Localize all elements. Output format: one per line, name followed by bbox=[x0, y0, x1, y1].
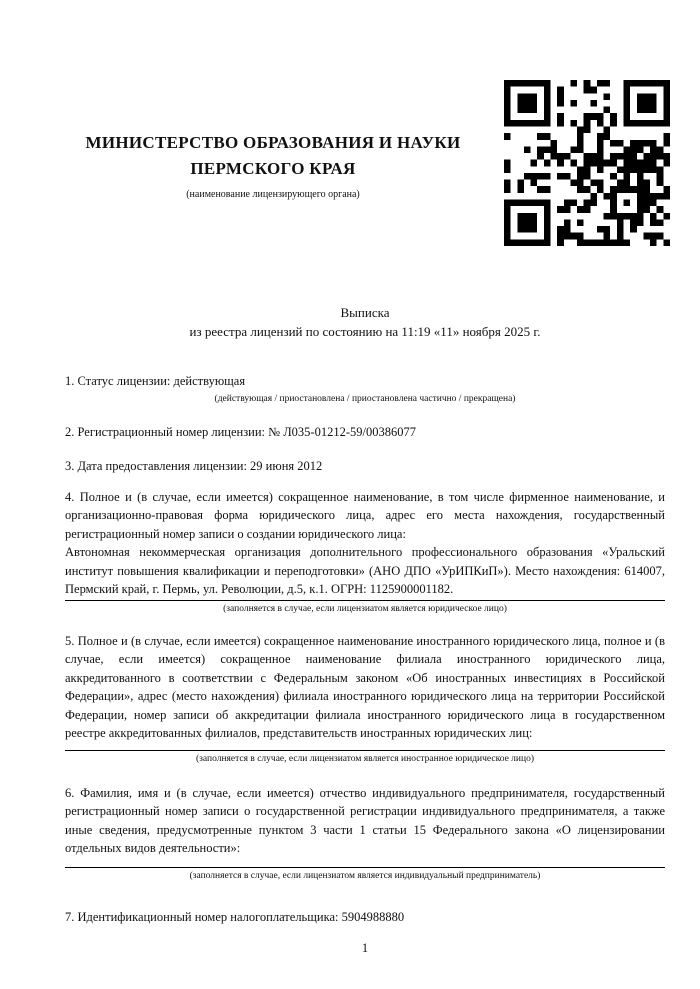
item-5-blank-field bbox=[65, 750, 665, 751]
item-4-value: Автономная некоммерческая организация дополнительного профессионального образования «Уральский институт повышения квалификации и переподготовки» (АНО ДПО «УрИПКиП»). Место нахождения: 614007, Пермский край, г. Пермь, ул. Революции, д.5, к.1. ОГРН: 1125900001182. bbox=[65, 543, 665, 601]
item-1-caption: (действующая / приостановлена / приостановлена частично / прекращена) bbox=[214, 393, 516, 404]
item-6-blank-field bbox=[65, 867, 665, 868]
item-5-foreign-entity bbox=[65, 632, 665, 766]
item-5-caption: (заполняется в случае, если лицензиатом является иностранное юридическое лицо) bbox=[196, 753, 534, 764]
document-subtitle: из реестра лицензий по состоянию на 11:19 «11» ноября 2025 г. bbox=[189, 324, 541, 339]
item-6-caption: (заполняется в случае, если лицензиатом является индивидуальный предприниматель) bbox=[189, 870, 541, 881]
document-title-block bbox=[65, 303, 665, 341]
item-4-label: 4. Полное и (в случае, если имеется) сокращенное наименование, в том числе фирменное наименование, и организационно-правовая форма юридического лица, адрес его места нахождения, государственный регистрационный номер записи о создании юридического лица: bbox=[65, 489, 665, 541]
item-3-license-date: 3. Дата предоставления лицензии: 29 июня 2012 bbox=[65, 459, 323, 473]
item-7-taxpayer-id: 7. Идентификационный номер налогоплательщика: 5904988880 bbox=[65, 909, 405, 924]
item-5-label: 5. Полное и (в случае, если имеется) сокращенное наименование иностранного юридического лица, полное и (в случае, если имеется) сокращенное наименование филиала иностранного юридического лица, аккредитованного в соответствии с Федеральным законом «Об иностранных инвестициях в Российской Федерации», адрес (место нахождения) филиала иностранного юридического лица на территории Российской Федерации, номер записи об аккредитации филиала иностранного юридического лица в государственном реестре аккредитованных филиалов, представительств иностранных юридических лиц: bbox=[65, 633, 665, 740]
item-1-license-status: 1. Статус лицензии: действующая bbox=[65, 374, 246, 388]
item-4-legal-entity bbox=[65, 488, 665, 616]
ministry-name-line2: ПЕРМСКОГО КРАЯ bbox=[190, 159, 356, 178]
page-number: 1 bbox=[361, 941, 369, 955]
document-body bbox=[65, 250, 665, 957]
item-4-caption: (заполняется в случае, если лицензиатом является юридическое лицо) bbox=[223, 603, 507, 614]
item-6-individual-entrepreneur bbox=[65, 784, 665, 883]
item-6-label: 6. Фамилия, имя и (в случае, если имеется) отчество индивидуального предпринимателя, государственный регистрационный номер записи о государственной регистрации индивидуального предпринимателя, а также иные сведения, предусмотренные пунктом 3 части 1 статьи 15 Федерального закона «О лицензировании отдельных видов деятельности»: bbox=[65, 785, 665, 855]
item-2-registration-number: 2. Регистрационный номер лицензии: № Л035-01212-59/00386077 bbox=[65, 424, 416, 439]
qr-code-icon bbox=[504, 80, 670, 246]
licensing-authority-caption: (наименование лицензирующего органа) bbox=[186, 189, 360, 200]
document-title: Выписка bbox=[340, 305, 390, 320]
document-header bbox=[0, 0, 700, 250]
ministry-name-line1: МИНИСТЕРСТВО ОБРАЗОВАНИЯ И НАУКИ bbox=[85, 133, 461, 152]
licensing-authority-block bbox=[58, 130, 488, 201]
